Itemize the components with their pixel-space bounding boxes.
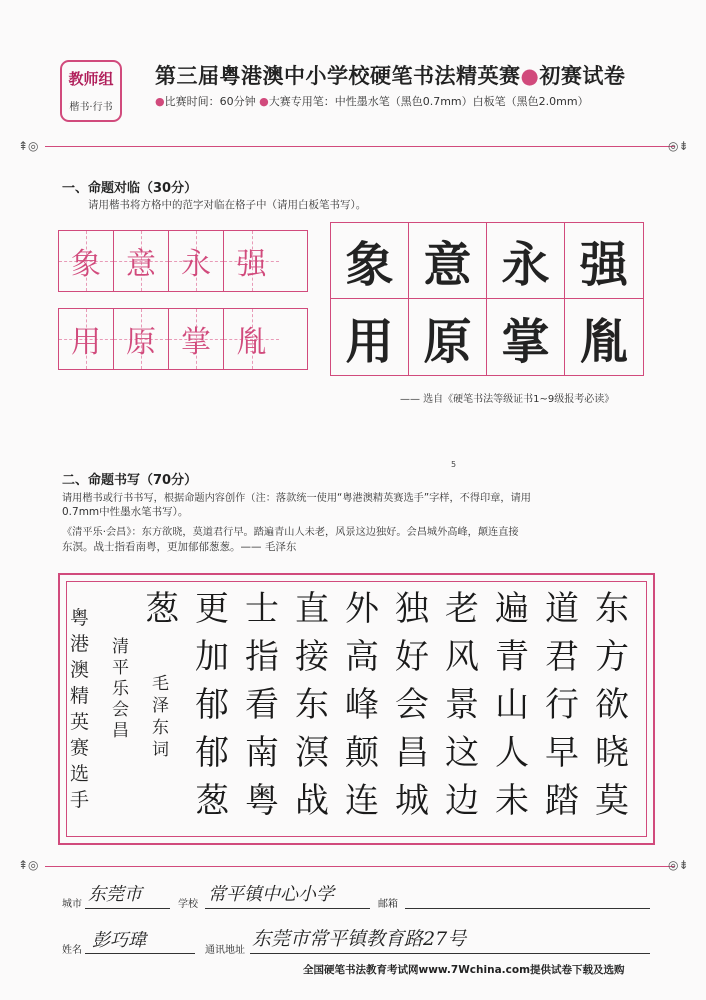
ornament-icon: ⇞◎ <box>18 858 39 872</box>
model-character-grid <box>330 222 644 376</box>
pen-requirement: 大赛专用笔：中性墨水笔（黑色0.7mm）白板笔（黑色2.0mm） <box>268 95 589 108</box>
form-divider <box>45 866 675 867</box>
model-char: 掌 <box>487 299 565 375</box>
model-char: 永 <box>487 223 565 299</box>
name-field[interactable]: 彭巧瑋 <box>92 930 146 951</box>
model-char: 胤 <box>579 313 628 370</box>
address-underline <box>250 953 650 954</box>
poem-column: 独 好 会 昌 城 <box>395 589 429 821</box>
school-field[interactable]: 常平镇中心小学 <box>208 884 334 905</box>
badge-group-label: 教师组 <box>68 70 114 88</box>
name-underline <box>85 953 195 954</box>
poem-column: 东 方 欲 晓 莫 <box>595 589 629 821</box>
footer-text: 全国硬笔书法教育考试网www.7Wchina.com提供试卷下载及选购 <box>303 964 625 976</box>
practice-cell[interactable]: 永 <box>169 231 224 291</box>
poem-column: 道 君 行 早 踏 <box>545 589 579 821</box>
practice-cell[interactable]: 强 <box>224 231 279 291</box>
poem-column: 士 指 看 南 粤 <box>245 589 279 821</box>
model-char: 象 <box>331 223 409 299</box>
signature-title: 清平乐会昌 <box>112 637 129 741</box>
poem-column: 葱 <box>145 589 179 629</box>
signature-author: 毛泽东词 <box>152 674 169 760</box>
title-dot: ● <box>520 64 540 88</box>
postcode-label: 邮箱 <box>378 899 398 910</box>
page-title <box>155 60 625 90</box>
city-label: 城市 <box>62 899 82 910</box>
poem-column: 更 加 郁 郁 葱 <box>195 589 229 821</box>
subtitle <box>155 93 589 109</box>
poem-text-line1: 《清平乐·会昌》：东方欲晓，莫道君行早。踏遍青山人未老，风景这边独好。会昌城外高峰，颠连直接 <box>62 527 519 538</box>
model-char: 原 <box>409 299 487 375</box>
model-char: 用 <box>331 299 409 375</box>
section2-title: 二、命题书写（70分） <box>62 473 198 488</box>
model-char: 意 <box>409 223 487 299</box>
practice-cell[interactable]: 用 <box>59 309 114 369</box>
practice-grid-row-2 <box>58 308 308 370</box>
title-stage: 初赛试卷 <box>539 64 626 88</box>
city-field[interactable]: 东莞市 <box>88 884 142 905</box>
section2-instruction-line1: 请用楷书或行书书写，根据命题内容创作（注：落款统一使用“粤港澳精英赛选手”字样，不得印章，请用 <box>62 493 531 504</box>
postcode-underline <box>405 908 650 909</box>
stray-mark: 5 <box>451 460 457 469</box>
poem-column: 老 风 景 这 边 <box>445 589 479 821</box>
practice-cell[interactable]: 象 <box>59 231 114 291</box>
school-underline <box>205 908 370 909</box>
section1-title: 一、命题对临（30分） <box>62 181 198 196</box>
city-underline <box>85 908 170 909</box>
address-label: 通讯地址 <box>205 945 245 956</box>
school-label: 学校 <box>178 899 198 910</box>
poem-column: 直 接 东 溟 战 <box>295 589 329 821</box>
bullet-icon: ● <box>155 95 165 108</box>
name-label: 姓名 <box>62 945 82 956</box>
ornament-icon: ◎⇟ <box>668 139 689 153</box>
ornament-icon: ◎⇟ <box>668 858 689 872</box>
time-limit: 比赛时间：60分钟 <box>164 95 256 108</box>
practice-cell[interactable]: 原 <box>114 309 169 369</box>
model-source: —— 选自《硬笔书法等级证书1~9级报考必读》 <box>400 394 615 405</box>
ornament-icon: ⇞◎ <box>18 139 39 153</box>
group-badge <box>60 60 122 122</box>
practice-grid-row-1 <box>58 230 308 292</box>
bullet-icon: ● <box>259 95 269 108</box>
signature-name: 粤港澳精英赛选手 <box>70 607 90 811</box>
section1-instruction: 请用楷书将方格中的范字对临在格子中（请用白板笔书写）。 <box>88 199 367 211</box>
writing-box[interactable] <box>58 573 655 845</box>
header-divider <box>45 146 675 147</box>
section2-instruction-line2: 0.7mm中性墨水笔书写）。 <box>62 506 189 518</box>
practice-cell[interactable]: 胤 <box>224 309 279 369</box>
practice-cell[interactable]: 意 <box>114 231 169 291</box>
practice-cell[interactable]: 掌 <box>169 309 224 369</box>
poem-column: 外 高 峰 颠 连 <box>345 589 379 821</box>
model-char: 强 <box>565 223 643 299</box>
address-field[interactable]: 东莞市常平镇教育路27号 <box>252 928 467 950</box>
poem-text-line2: 东溟。战士指看南粤，更加郁郁葱葱。—— 毛泽东 <box>62 541 297 553</box>
poem-column: 遍 青 山 人 未 <box>495 589 529 821</box>
title-main: 第三届粤港澳中小学校硬笔书法精英赛 <box>155 64 521 88</box>
badge-script-label: 楷书·行书 <box>69 102 113 113</box>
